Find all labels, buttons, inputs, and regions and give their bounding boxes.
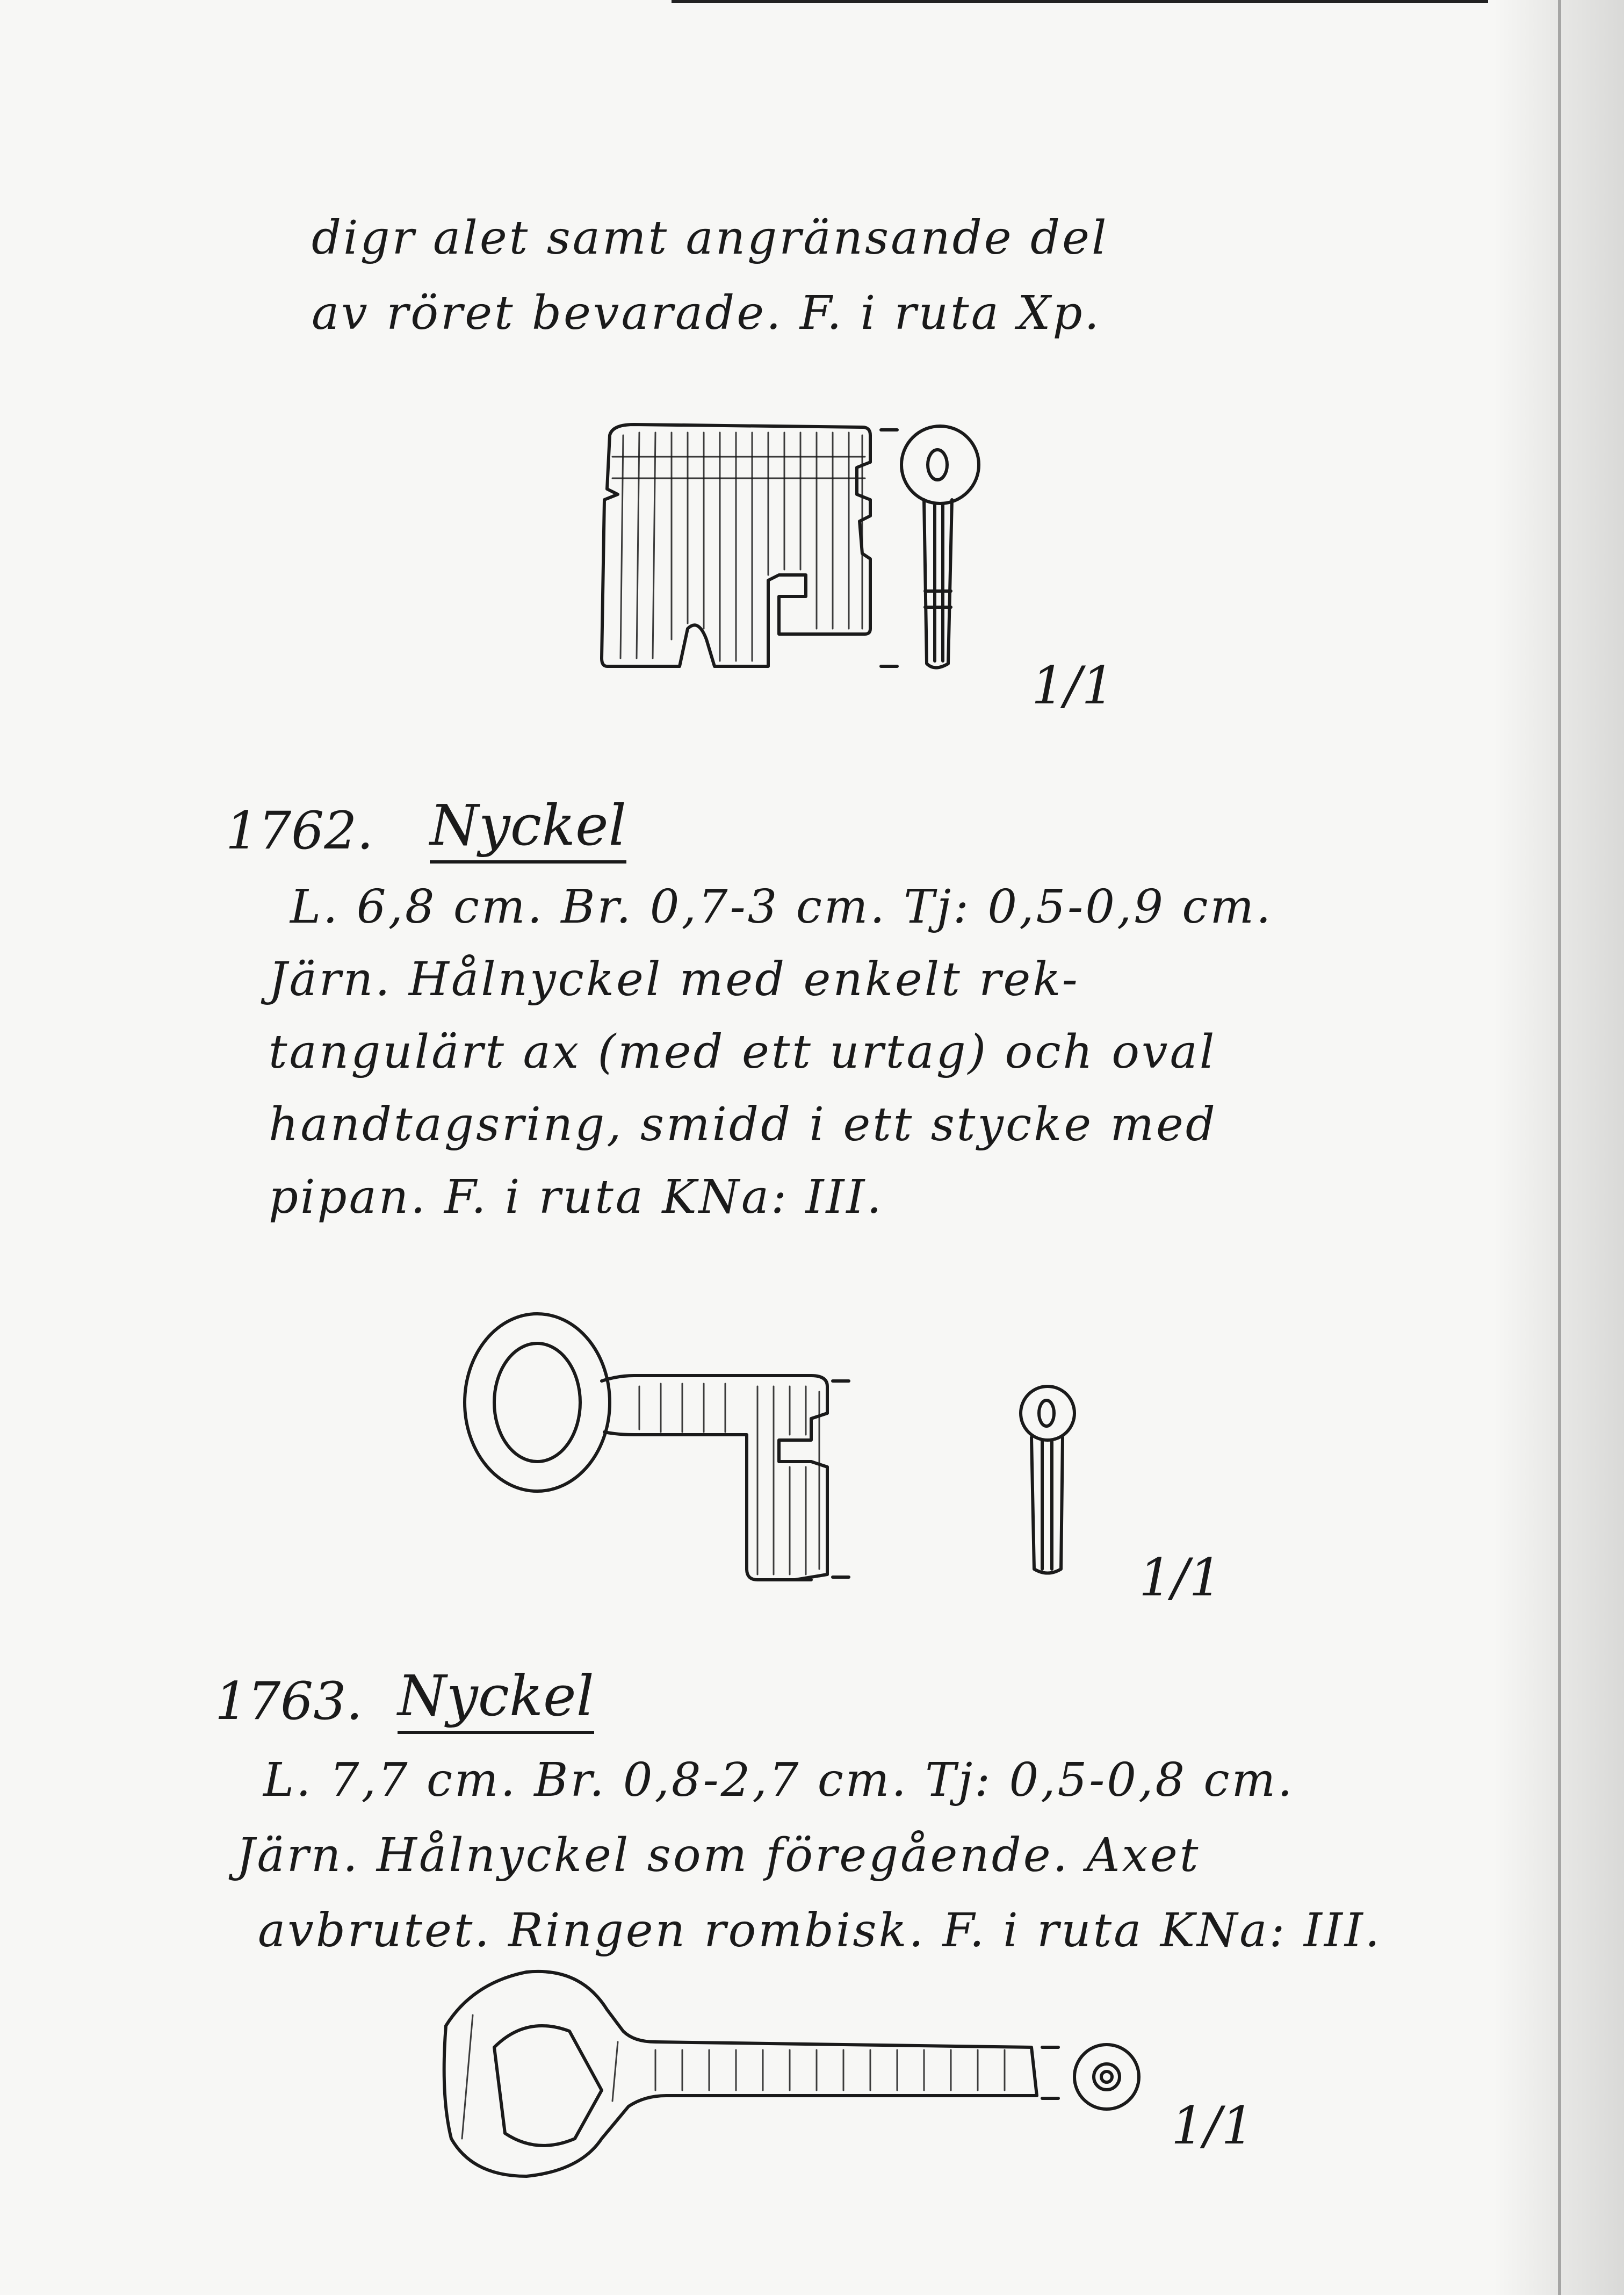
scale-label-1: 1/1 <box>1031 656 1115 716</box>
entry-1762-line-2: Järn. Hålnyckel med enkelt rek- <box>269 953 1080 1006</box>
entry-1763-line-1: L. 7,7 cm. Br. 0,8-2,7 cm. Tj: 0,5-0,8 cm. <box>263 1753 1295 1807</box>
continuation-line-2: av röret bevarade. F. i ruta Xp. <box>312 286 1101 340</box>
page-right-edge <box>1558 0 1561 2295</box>
entry-title-1763: Nyckel <box>398 1663 594 1734</box>
entry-1762-line-1: L. 6,8 cm. Br. 0,7-3 cm. Tj: 0,5-0,9 cm. <box>290 880 1273 934</box>
scale-label-3: 1/1 <box>1171 2096 1254 2156</box>
entry-1762-line-5: pipan. F. i ruta KNa: III. <box>269 1170 884 1224</box>
key-drawing-1762 <box>457 1279 1144 1601</box>
entry-number-1763: 1763. <box>215 1671 363 1731</box>
continuation-line-1: digr alet samt angränsande del <box>312 211 1109 265</box>
entry-1762-line-4: handtagsring, smidd i ett stycke med <box>269 1098 1217 1152</box>
key-bit-drawing-1 <box>591 414 1031 731</box>
scale-label-2: 1/1 <box>1139 1548 1222 1608</box>
key-drawing-1763 <box>441 1961 1182 2187</box>
entry-1762-line-3: tangulärt ax (med ett urtag) och oval <box>269 1025 1217 1079</box>
entry-title-1762: Nyckel <box>430 793 626 864</box>
entry-1763-line-2: Järn. Hålnyckel som föregående. Axet <box>236 1829 1201 1882</box>
page-top-edge <box>672 0 1488 3</box>
entry-1763-line-3: avbrutet. Ringen rombisk. F. i ruta KNa: III. <box>258 1904 1382 1958</box>
entry-number-1762: 1762. <box>226 801 373 861</box>
